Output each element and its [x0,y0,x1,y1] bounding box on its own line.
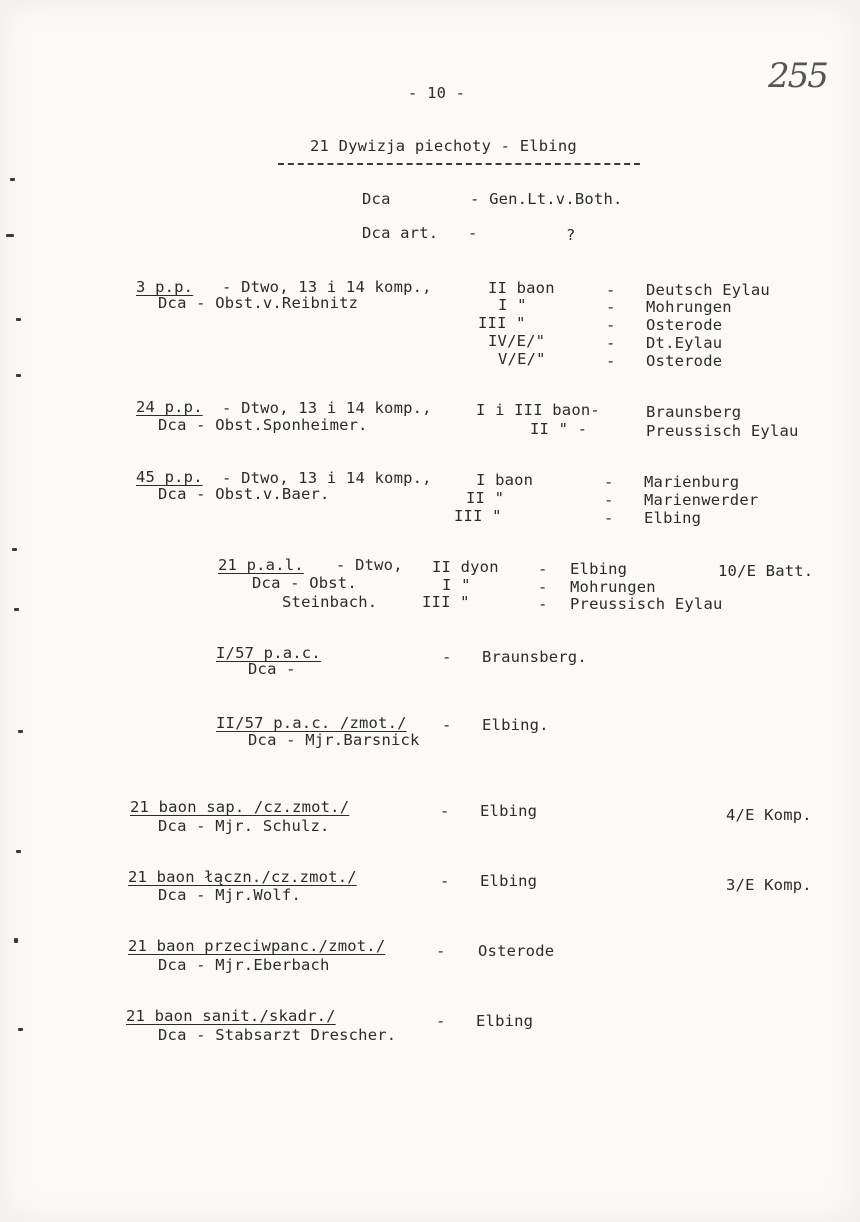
battalion: II " - [530,420,588,438]
battalion-dash: - [606,298,616,316]
battalion-location: Preussisch Eylau [646,422,799,440]
page-number: - 10 - [408,84,466,102]
battalion-commander: Dca - Mjr. Schulz. [158,817,330,835]
battalion-location: Elbing [476,1012,534,1030]
battalion-dash: - [436,1012,446,1030]
margin-mark [18,1028,23,1031]
unit-commander: Dca - Obst.v.Reibnitz [158,294,359,312]
margin-mark [6,234,14,237]
battalion-dash: - [604,473,614,491]
title-dashed-rule [278,163,640,165]
battalion-commander: Dca - Mjr.Wolf. [158,886,301,904]
division-location: Mohrungen [570,578,656,596]
battalion-location: Marienwerder [644,491,759,509]
heavy-artillery-name: I/57 p.a.c. [216,644,321,662]
commander-value: - Gen.Lt.v.Both. [470,190,623,208]
battalion-location: Elbing [480,872,538,890]
division: II dyon [432,558,499,576]
margin-mark [16,318,21,321]
battalion-dash: - [606,352,616,370]
battalion-dash: - [606,334,616,352]
battalion: III " [478,314,526,332]
division-dash: - [538,578,548,596]
battalion-location: Marienburg [644,473,740,491]
margin-mark [16,374,21,377]
battalion-dash: - [604,491,614,509]
battalion: I " [498,296,527,314]
battalion-dash: - [604,509,614,527]
margin-mark [18,730,23,733]
division-dash: - [538,560,548,578]
battalion-dash: - [436,942,446,960]
artillery-regiment-name: 21 p.a.l. [218,556,304,574]
battalion: III " [454,507,502,525]
battalion: II baon [488,279,555,297]
battalion-dash: - [440,802,450,820]
unit-name: 3 p.p. [136,278,194,296]
unit-name: 45 p.p. [136,468,203,486]
heavy-artillery-name: II/57 p.a.c. /zmot./ [216,714,407,732]
battalion-commander: Dca - Mjr.Eberbach [158,956,330,974]
unit-commander: Dca - Obst.v.Baer. [158,485,330,503]
heavy-artillery-commander: Dca - Mjr.Barsnick [248,731,420,749]
artillery-regiment-hq: - Dtwo, [336,556,403,574]
battalion: II " [466,489,505,507]
battalion-location: Osterode [646,316,723,334]
margin-mark [12,548,17,551]
battalion-location: Elbing [644,509,702,527]
page-title: 21 Dywizja piechoty - Elbing [310,137,577,155]
battalion: IV/E/" [488,332,546,350]
commander-label: Dca [362,190,391,208]
battalion-name: 21 baon przeciwpanc./zmot./ [128,937,386,955]
heavy-artillery-location: Elbing. [482,716,549,734]
battalion-dash: - [606,316,616,334]
battalion-location: Mohrungen [646,298,732,316]
battalion-location: Dt.Eylau [646,334,723,352]
battalion: I baon [476,471,534,489]
battalion-note: 4/E Komp. [726,806,812,824]
heavy-artillery-dash: - [442,716,452,734]
division-location: Preussisch Eylau [570,595,723,613]
margin-mark [10,178,15,181]
reserve-battery-note: 10/E Batt. [718,562,814,580]
division-location: Elbing [570,560,628,578]
handwritten-page-number: 255 [768,56,827,96]
margin-mark [14,608,19,611]
artillery-commander-label: Dca art. [362,224,439,242]
unit-name: 24 p.p. [136,398,203,416]
battalion: I i III baon- [476,401,600,419]
unit-commander: Dca - Obst.Sponheimer. [158,416,368,434]
battalion-location: Osterode [478,942,555,960]
division-dash: - [538,595,548,613]
unit-hq: - Dtwo, 13 i 14 komp., [222,399,432,417]
battalion-commander: Dca - Stabsarzt Drescher. [158,1026,397,1044]
division: III " [422,593,470,611]
artillery-commander-value: ? [566,226,576,244]
division: I " [442,576,471,594]
battalion-location: Deutsch Eylau [646,281,770,299]
artillery-regiment-commander-name: Steinbach. [282,593,378,611]
battalion-name: 21 baon sap. /cz.zmot./ [130,798,350,816]
battalion-location: Elbing [480,802,538,820]
battalion-dash: - [606,281,616,299]
margin-mark [14,938,18,943]
battalion-note: 3/E Komp. [726,876,812,894]
heavy-artillery-dash: - [442,648,452,666]
artillery-regiment-commander: Dca - Obst. [252,574,357,592]
unit-hq: - Dtwo, 13 i 14 komp., [222,469,432,487]
heavy-artillery-commander: Dca - [248,660,296,678]
artillery-commander-dash: - [468,224,478,242]
battalion: V/E/" [498,350,546,368]
battalion-name: 21 baon sanit./skadr./ [126,1007,336,1025]
margin-mark [16,850,21,853]
battalion-location: Braunsberg [646,403,742,421]
heavy-artillery-location: Braunsberg. [482,648,587,666]
battalion-name: 21 baon łączn./cz.zmot./ [128,868,357,886]
battalion-dash: - [440,872,450,890]
unit-hq: - Dtwo, 13 i 14 komp., [222,278,432,296]
battalion-location: Osterode [646,352,723,370]
